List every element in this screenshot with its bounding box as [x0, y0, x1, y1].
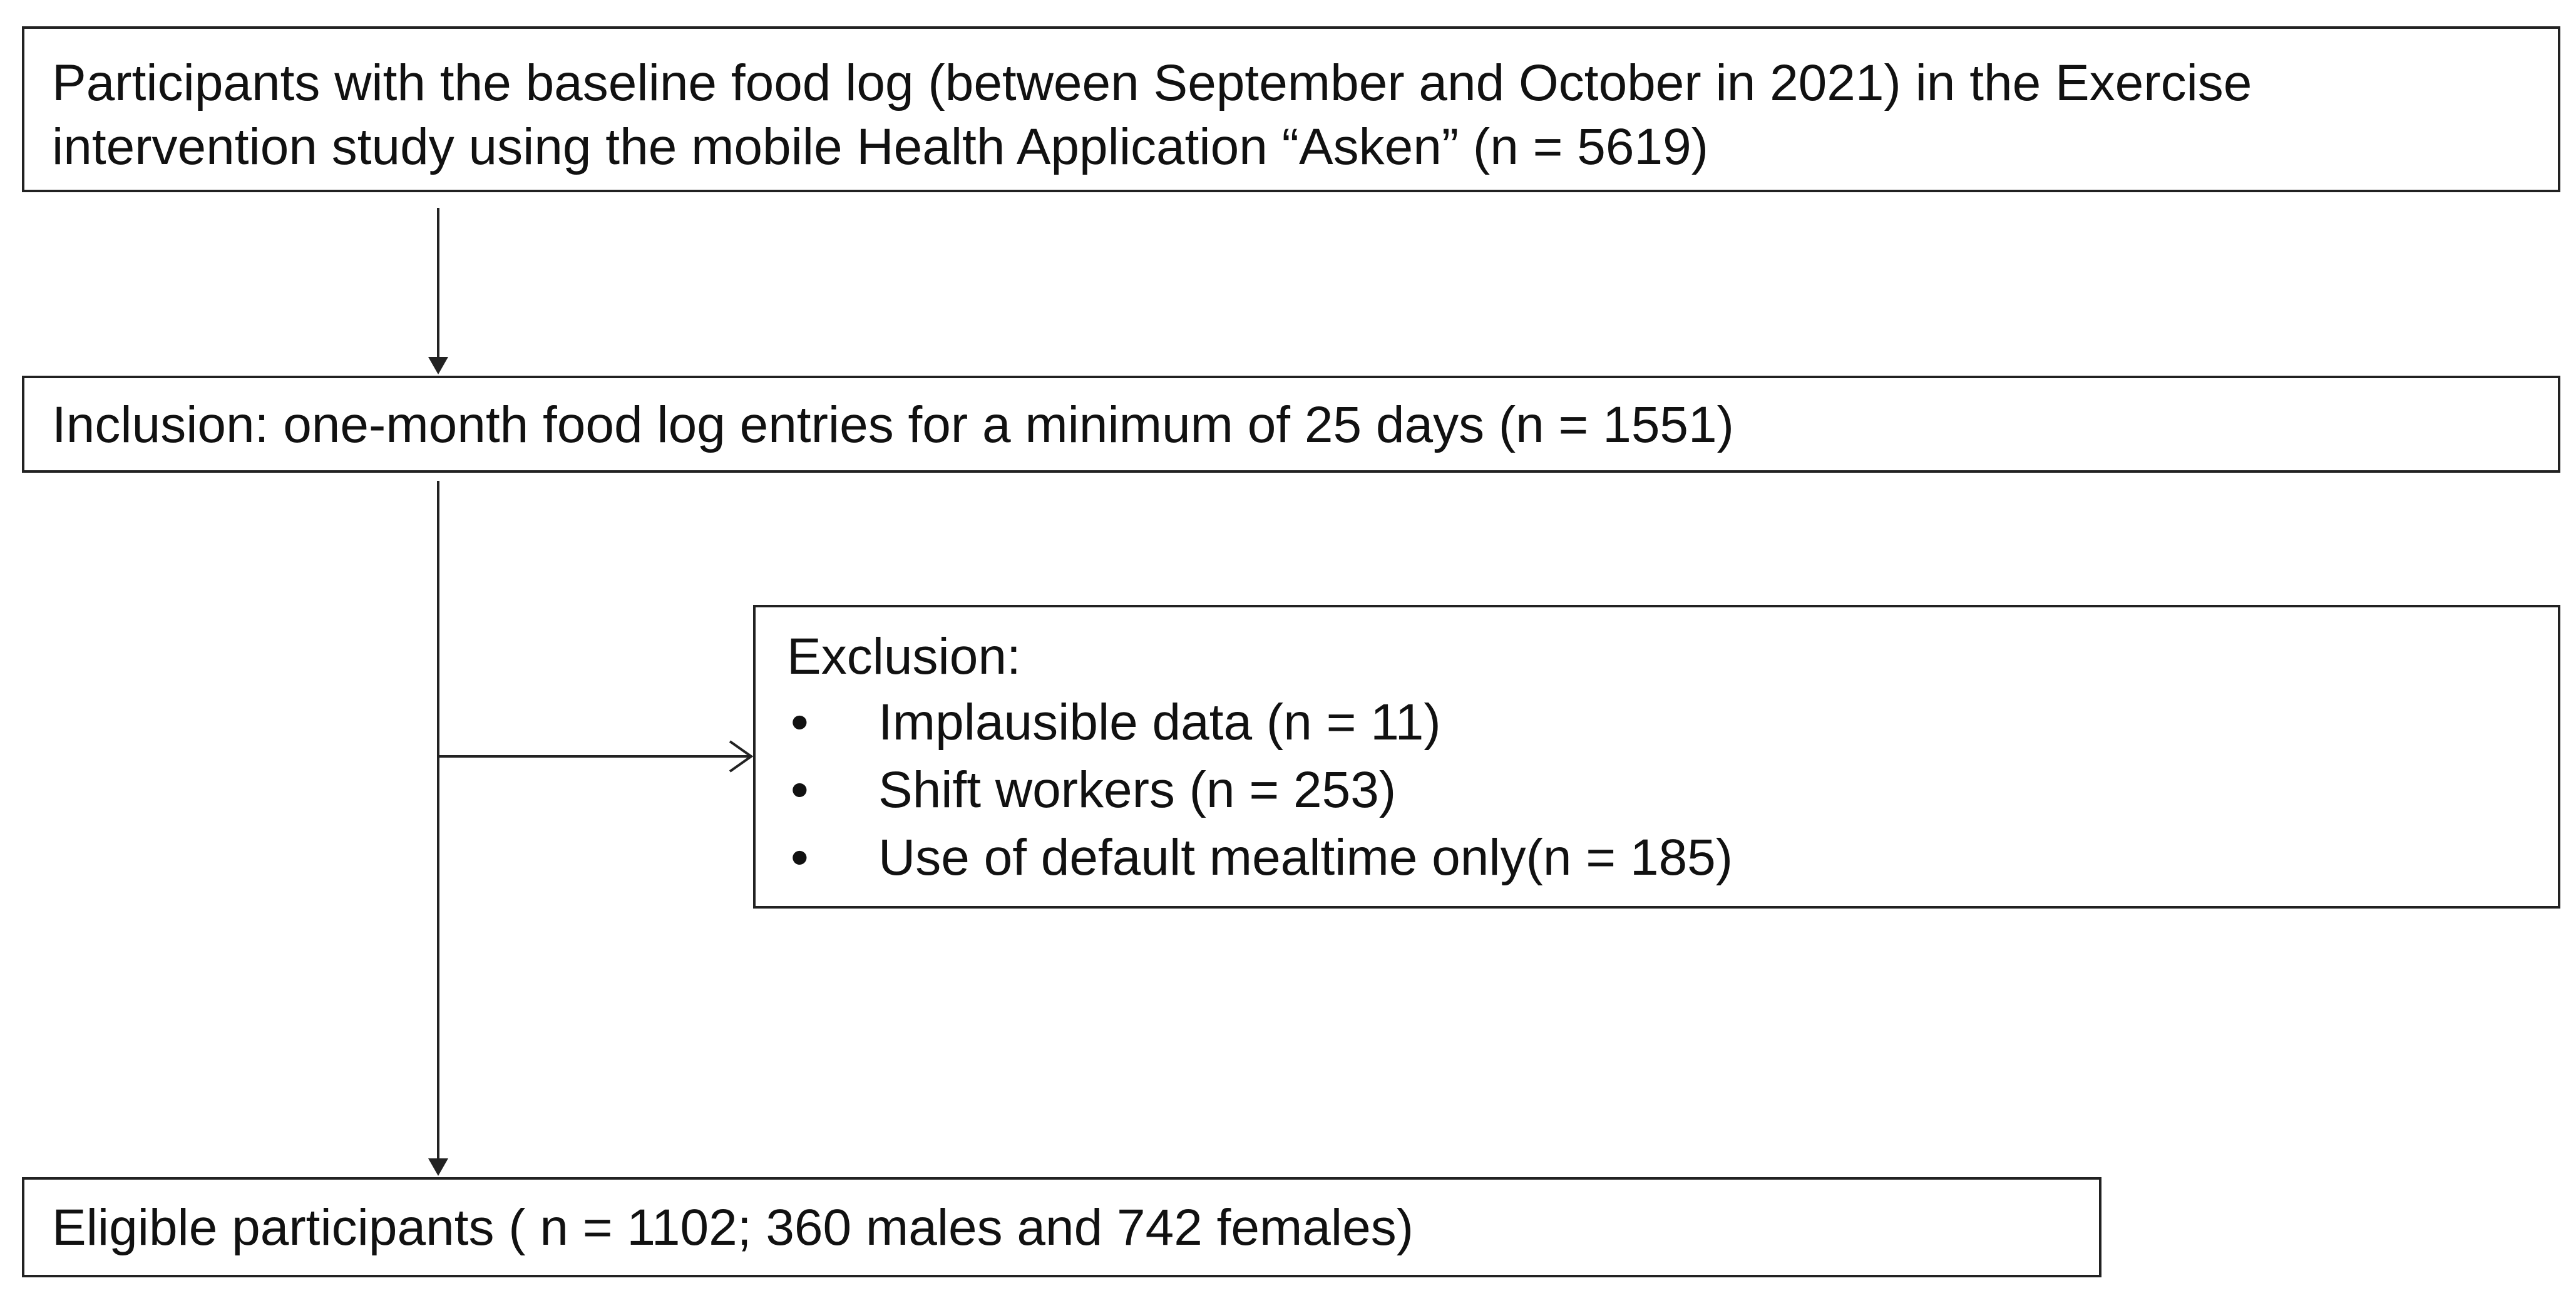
exclusion-list-item [787, 756, 2558, 824]
exclusion-list-item [787, 689, 2558, 756]
exclusion-item-label: Implausible data (n = 11) [878, 694, 1441, 751]
exclusion-list [787, 689, 2558, 892]
arrowhead-inclusion-icon [428, 357, 448, 374]
exclusion-item-label: Use of default mealtime only(n = 185) [878, 829, 1733, 886]
inclusion-box-text: Inclusion: one-month food log entries for a minimum of 25 days (n = 1551) [52, 396, 1734, 453]
start-box-line-2: intervention study using the mobile Health Application “Asken” (n = 5619) [52, 118, 1709, 175]
start-box [22, 26, 2560, 192]
eligible-box-text: Eligible participants ( n = 1102; 360 males and 742 females) [52, 1199, 1414, 1256]
exclusion-heading: Exclusion: [787, 628, 1021, 685]
arrowhead-exclusion-icon [730, 741, 751, 771]
start-box-line-1: Participants with the baseline food log (between September and October in 2021) in the Exercise [52, 54, 2252, 111]
bullet-icon: • [791, 694, 809, 751]
exclusion-list-item [787, 824, 2558, 892]
exclusion-box [753, 605, 2560, 909]
eligible-box [22, 1177, 2101, 1277]
arrowhead-eligible-icon [428, 1158, 448, 1176]
bullet-icon: • [791, 829, 809, 886]
exclusion-item-label: Shift workers (n = 253) [878, 761, 1397, 818]
inclusion-box [22, 376, 2560, 473]
bullet-icon: • [791, 761, 809, 818]
